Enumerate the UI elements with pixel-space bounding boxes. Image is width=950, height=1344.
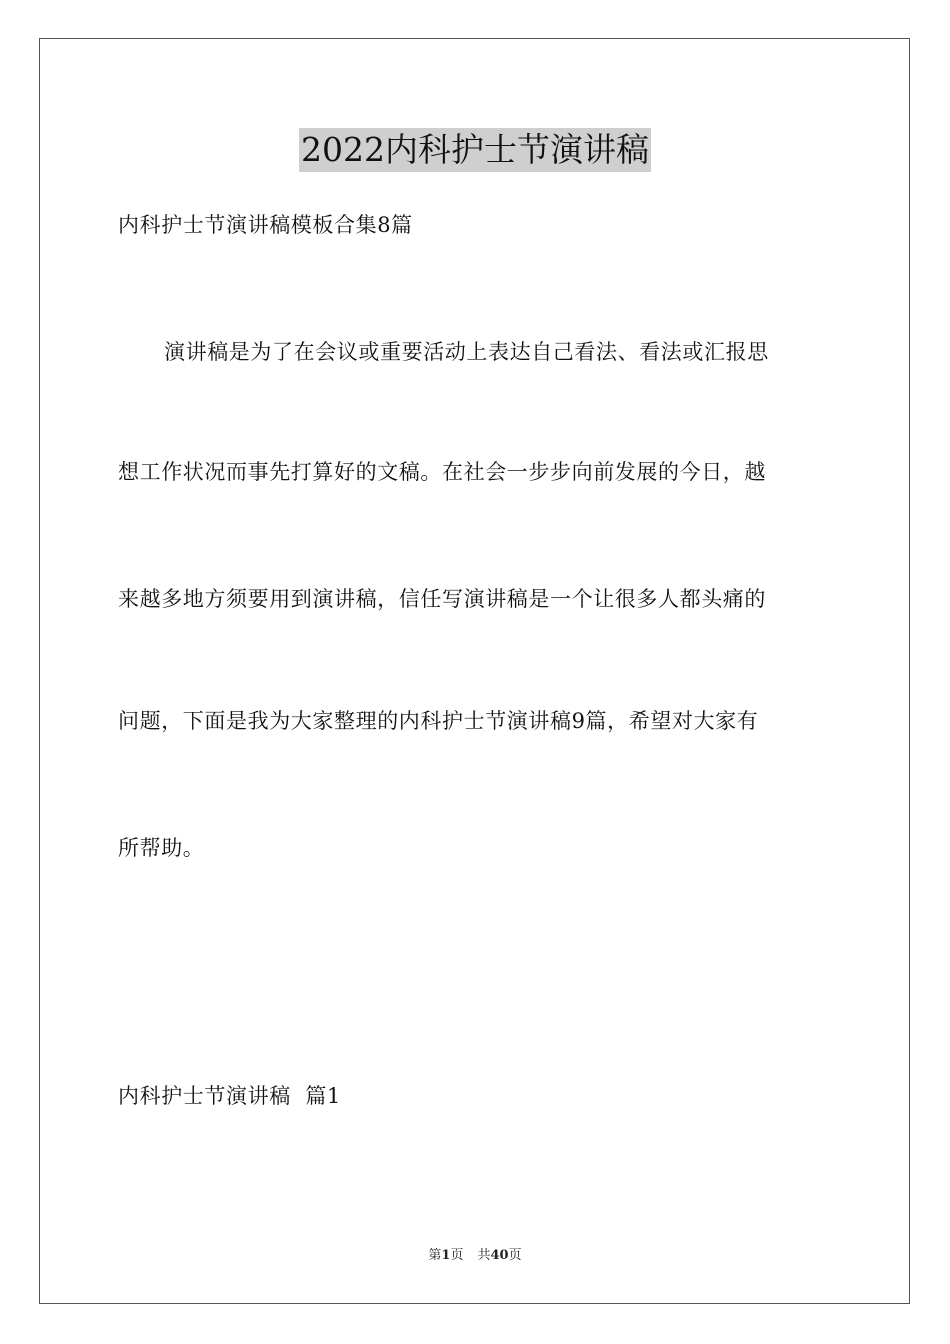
page-prefix: 第 (428, 1248, 442, 1263)
paragraph-line: 问题，下面是我为大家整理的内科护士节演讲稿9篇，希望对大家有 (118, 709, 759, 733)
total-prefix: 共 (477, 1248, 491, 1263)
title-container (0, 128, 950, 172)
paragraph-line: 演讲稿是为了在会议或重要活动上表达自己看法、看法或汇报思 (164, 340, 769, 364)
page-suffix: 页 (450, 1248, 464, 1263)
paragraph-line: 所帮助。 (118, 836, 205, 860)
paragraph-line: 来越多地方须要用到演讲稿，信任写演讲稿是一个让很多人都头痛的 (118, 587, 766, 611)
page-footer (0, 1247, 950, 1265)
total-suffix: 页 (508, 1248, 522, 1263)
page-number: 1 (441, 1248, 451, 1263)
document-subtitle: 内科护士节演讲稿模板合集8篇 (118, 213, 413, 237)
document-title: 2022内科护士节演讲稿 (299, 128, 651, 172)
section-heading: 内科护士节演讲稿 篇1 (118, 1084, 341, 1108)
total-pages: 40 (490, 1248, 509, 1263)
paragraph-line: 想工作状况而事先打算好的文稿。在社会一步步向前发展的今日，越 (118, 460, 766, 484)
